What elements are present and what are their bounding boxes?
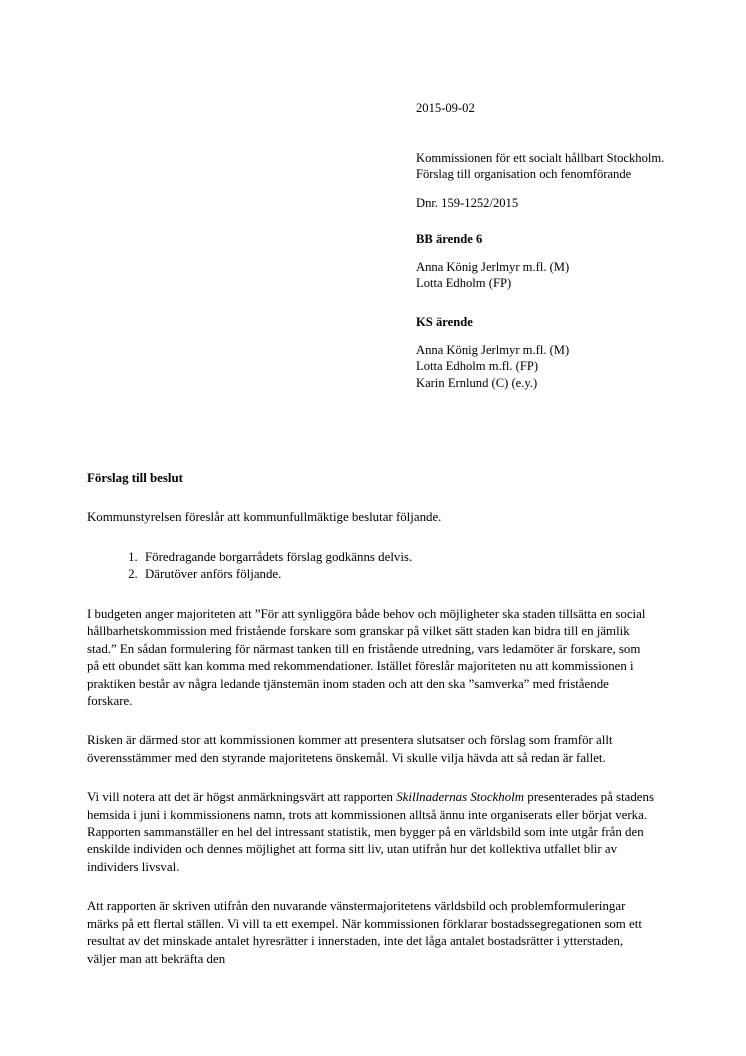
ks-signatories [416, 342, 676, 391]
bb-signatory: Anna König Jerlmyr m.fl. (M) [416, 260, 570, 275]
ks-item-heading: KS ärende [416, 314, 473, 329]
document-reference-number: Dnr. 159-1252/2015 [416, 195, 519, 210]
proposal-intro: Kommunstyrelsen föreslår att kommunfullmäktige beslutar följande. [87, 510, 442, 525]
paragraph-report-note-before: Vi vill notera att det är högst anmärkningsvärt att rapporten [87, 790, 397, 805]
ks-signatory: Karin Ernlund (C) (e.y.) [416, 375, 538, 390]
paragraph-report-note [87, 789, 655, 876]
bb-signatory: Lotta Edholm (FP) [416, 276, 512, 291]
document-date: 2015-09-02 [416, 101, 475, 115]
list-item: 1. Föredragande borgarrådets förslag godkänns delvis. [141, 549, 655, 567]
bb-item-heading: BB ärende 6 [416, 231, 483, 246]
list-item: 2. Därutöver anförs följande. [141, 566, 655, 584]
document-header [416, 100, 676, 413]
bb-signatories [416, 259, 676, 292]
decision-list [87, 549, 655, 584]
ks-signatory: Lotta Edholm m.fl. (FP) [416, 359, 539, 374]
document-subject: Kommissionen för ett socialt hållbart Stockholm. Förslag till organisation och fenomförande [416, 151, 665, 182]
document-body [87, 470, 655, 990]
paragraph-budget-quote: I budgeten anger majoriteten att ”För att synliggöra både behov och möjligheter ska staden tillsätta en social hållbarhetskommission med fristående forskare som granskar på vilket sätt staden kan bidra till en jämlik stad.” En sådan formulering för närmast tanken till en fristående utredning, vars ledamöter är forskare, som på ett obundet sätt kan komma med rekommendationer. Istället föreslår majoriteten nu att kommissionen i praktiken består av några ledande tjänstemän inom staden och att den ska ”samverka” med fristående forskare. [87, 607, 646, 709]
ks-signatory: Anna König Jerlmyr m.fl. (M) [416, 343, 570, 358]
paragraph-report-note-after: presenterades på stadens hemsida i juni i kommissionens namn, trots att kommissionen alltså ännu inte organiserats eller börjat verka. Rapporten sammanställer en hel del intressant statistik, men bygger på en världsbild som inte utgår från den enskilde individen och dennes möjlighet att forma sitt liv, utan utifrån hur det kollektiva utfallet blir av individers livsval. [87, 790, 654, 874]
paragraph-risk: Risken är därmed stor att kommissionen kommer att presentera slutsatser och förslag som framför allt överensstämmer med den styrande majoritetens önskemål. Vi skulle vilja hävda att så redan är fallet. [87, 733, 613, 765]
paragraph-segregation: Att rapporten är skriven utifrån den nuvarande vänstermajoritetens världsbild och problemformuleringar märks på ett flertal ställen. Vi vill ta ett exempel. När kommissionen förklarar bostadssegregationen som ett resultat av det minskade antalet hyresrätter i innerstaden, inte det låga antalet bostadsrätter i ytterstaden, väljer man att bekräfta den [87, 899, 642, 966]
report-title-italic: Skillnadernas Stockholm [396, 790, 525, 805]
section-heading-proposal: Förslag till beslut [87, 471, 183, 485]
